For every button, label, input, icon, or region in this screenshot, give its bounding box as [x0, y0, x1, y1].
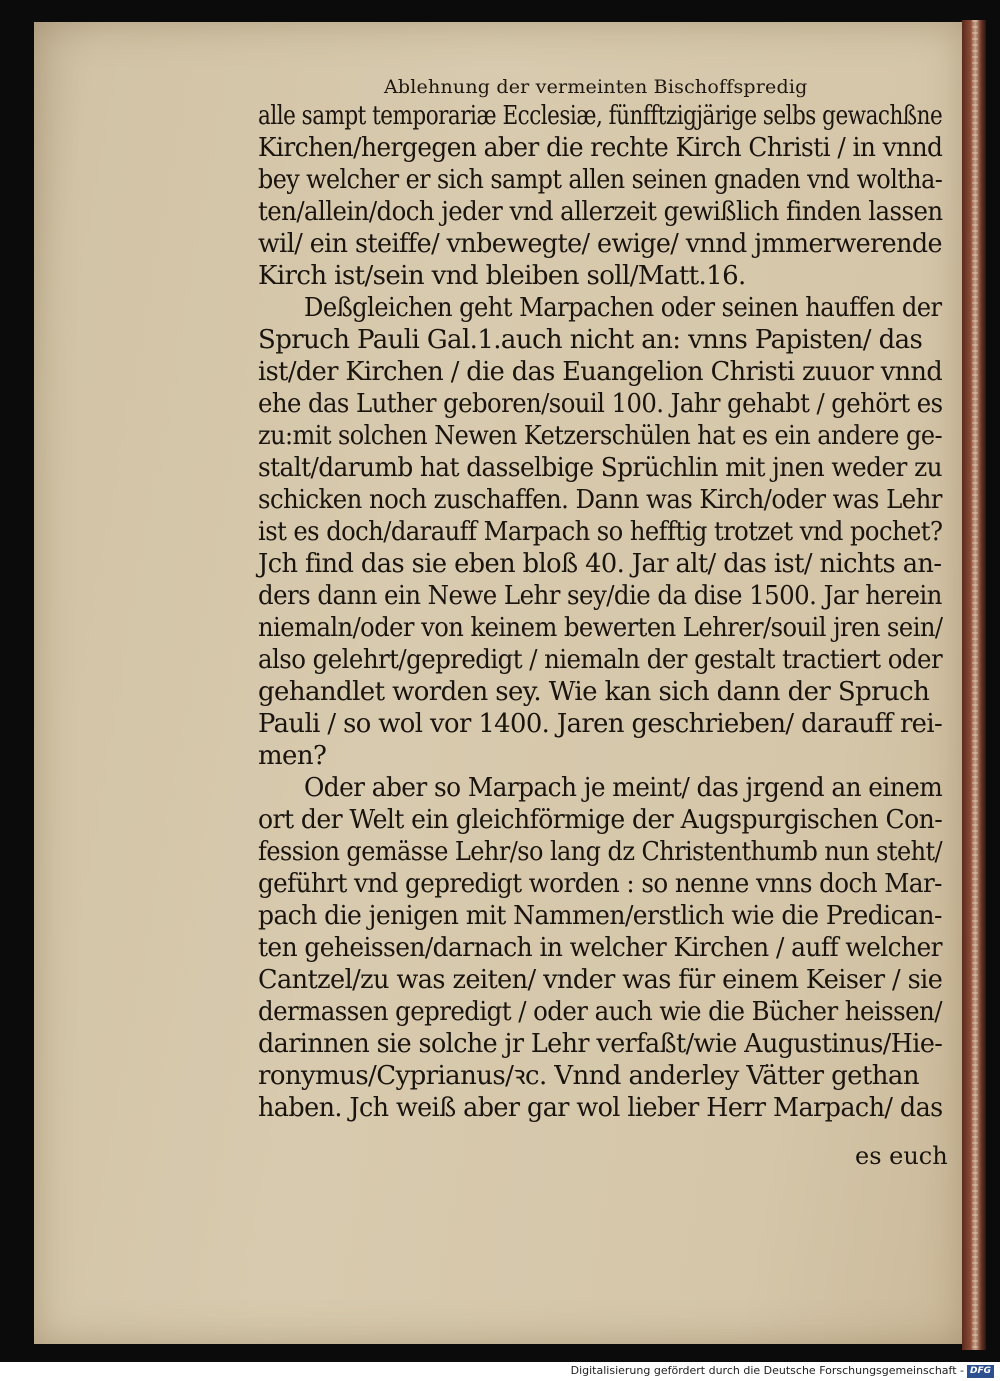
footer-bar: [0, 1362, 1000, 1381]
text-line: Cantzel/zu was zeiten/ vnder was für einem Keiser / sie: [258, 965, 943, 995]
text-line: Kirchen/hergegen aber die rechte Kirch Christi / in vnnd: [258, 133, 943, 163]
text-line: geführt vnd gepredigt worden : so nenne vnns doch Mar-: [258, 869, 942, 899]
text-line: ort der Welt ein gleichförmige der Augspurgischen Con-: [258, 805, 943, 835]
text-line: ten geheissen/darnach in welcher Kirchen / auff welcher: [258, 933, 942, 963]
text-line: ehe das Luther geboren/souil 100. Jahr gehabt / gehört es: [258, 389, 943, 419]
text-line: fession gemässe Lehr/so lang dz Christenthumb nun steht/: [258, 837, 943, 867]
text-line: stalt/darumb hat dasselbige Sprüchlin mit jnen weder zu: [258, 453, 942, 483]
text-line: bey welcher er sich sampt allen seinen gnaden vnd woltha-: [258, 165, 943, 195]
text-line: haben. Jch weiß aber gar wol lieber Herr Marpach/ das: [258, 1093, 943, 1123]
text-line: gehandlet worden sey. Wie kan sich dann der Spruch: [258, 677, 930, 707]
text-line: Jch find das sie eben bloß 40. Jar alt/ das ist/ nichts an-: [258, 549, 942, 579]
book-edge-pages: [972, 20, 978, 1350]
text-line: alle sampt temporariæ Ecclesiæ, fünfftzigjärige selbs gewachßne: [258, 101, 943, 131]
catchword: es euch: [855, 1142, 948, 1170]
text-line: Spruch Pauli Gal.1.auch nicht an: vnns Papisten/ das: [258, 325, 923, 355]
text-line: pach die jenigen mit Nammen/erstlich wie die Predican-: [258, 901, 942, 931]
text-line: ist/der Kirchen / die das Euangelion Christi zuuor vnnd: [258, 357, 943, 387]
text-line: darinnen sie solche jr Lehr verfaßt/wie Augustinus/Hie-: [258, 1029, 943, 1059]
text-line: ten/allein/doch jeder vnd allerzeit gewißlich finden lassen: [258, 197, 943, 227]
running-head: Ablehnung der vermeinten Bischoffspredig: [384, 76, 808, 98]
text-line: men?: [258, 741, 327, 771]
text-line: Pauli / so wol vor 1400. Jaren geschrieben/ darauff rei-: [258, 709, 943, 739]
dfg-logo: DFG: [967, 1365, 994, 1378]
paragraph-start-line: Deßgleichen geht Marpachen oder seinen hauffen der: [304, 293, 942, 323]
text-line: schicken noch zuschaffen. Dann was Kirch/oder was Lehr: [258, 485, 942, 515]
text-line: ders dann ein Newe Lehr sey/die da dise 1500. Jar herein: [258, 581, 942, 611]
text-line: zu:mit solchen Newen Ketzerschülen hat es ein andere ge-: [258, 421, 943, 451]
text-line: ronymus/Cyprianus/ꝛc. Vnnd anderley Vätter gethan: [258, 1061, 919, 1091]
text-line: Kirch ist/sein vnd bleiben soll/Matt.16.: [258, 261, 746, 291]
funding-notice: Digitalisierung gefördert durch die Deutsche Forschungsgemeinschaft -: [570, 1364, 964, 1377]
paragraph-start-line: Oder aber so Marpach je meint/ das jrgend an einem: [304, 773, 943, 803]
text-line: ist es doch/darauff Marpach so hefftig trotzet vnd pochet?: [258, 517, 943, 547]
text-line: niemaln/oder von keinem bewerten Lehrer/souil jren sein/: [258, 613, 943, 643]
text-line: also gelehrt/gepredigt / niemaln der gestalt tractiert oder: [258, 645, 943, 675]
text-line: wil/ ein steiffe/ vnbewegte/ ewige/ vnnd jmmerwerende: [258, 229, 943, 259]
text-line: dermassen gepredigt / oder auch wie die Bücher heissen/: [258, 997, 942, 1027]
